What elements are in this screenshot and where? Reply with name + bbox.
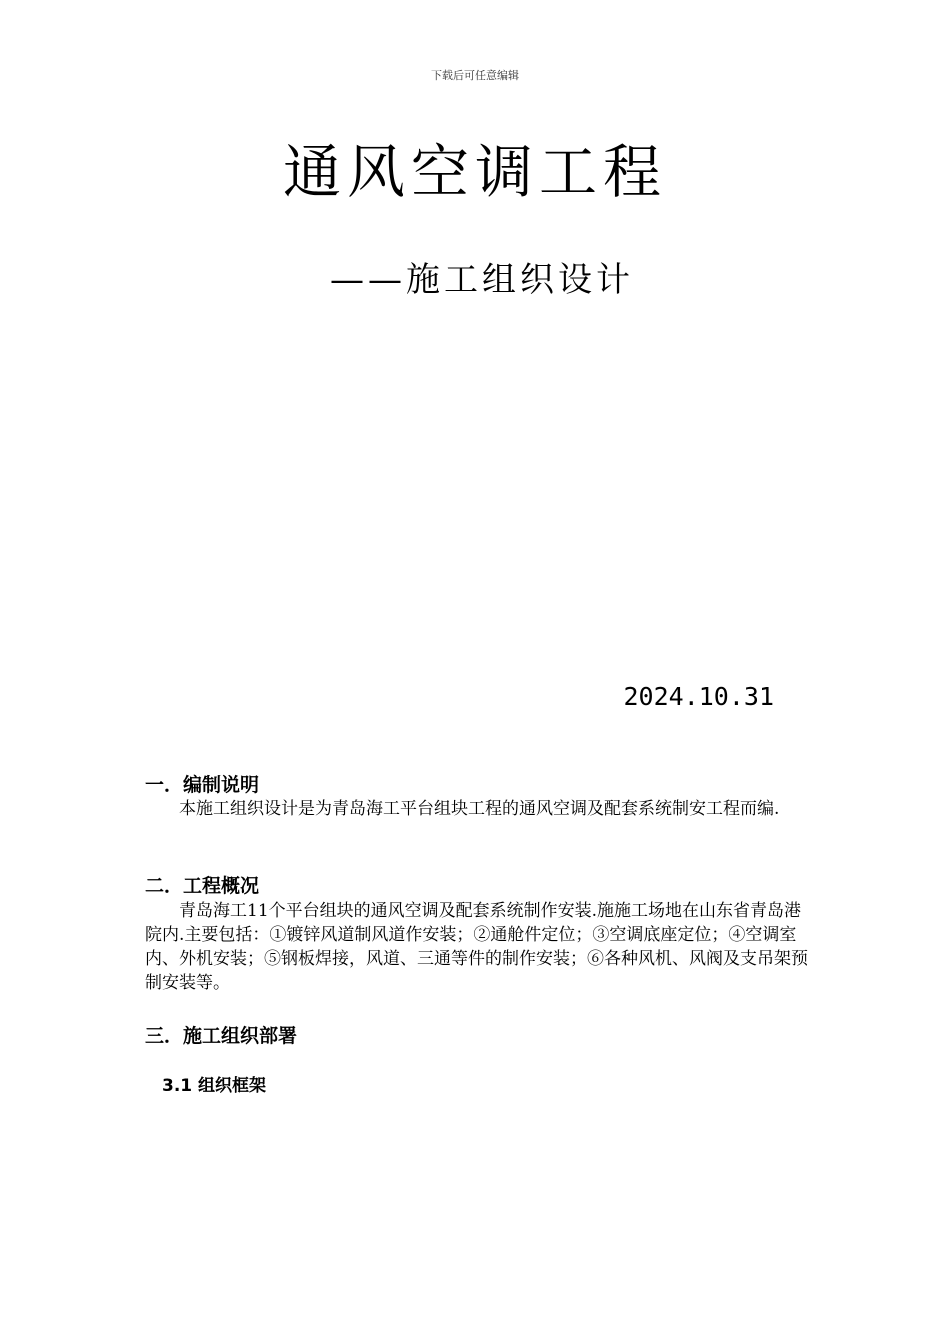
document-subtitle: ——施工组织设计 [330, 260, 634, 300]
subsection-heading-3-1: 3.1 组织框架 [162, 1076, 267, 1096]
section-heading-1: 一．编制说明 [145, 774, 260, 796]
section-heading-2: 二．工程概况 [145, 875, 260, 897]
document-date: 2024.10.31 [623, 682, 774, 711]
section-body-2: 青岛海工11个平台组块的通风空调及配套系统制作安装.施施工场地在山东省青岛港院内.主要包括：①镀锌风道制风道作安装；②通舱件定位；③空调底座定位；④空调室内、外机安装；⑤钢板焊接，风道、三通等件的制作安装；⑥各种风机、风阀及支吊架预制安装等。 [145, 901, 808, 993]
section-body-1: 本施工组织设计是为青岛海工平台组块工程的通风空调及配套系统制安工程而编. [179, 799, 780, 819]
header-note: 下载后可任意编辑 [431, 69, 519, 82]
section-heading-3: 三．施工组织部署 [145, 1025, 298, 1047]
document-title: 通风空调工程 [282, 138, 667, 206]
